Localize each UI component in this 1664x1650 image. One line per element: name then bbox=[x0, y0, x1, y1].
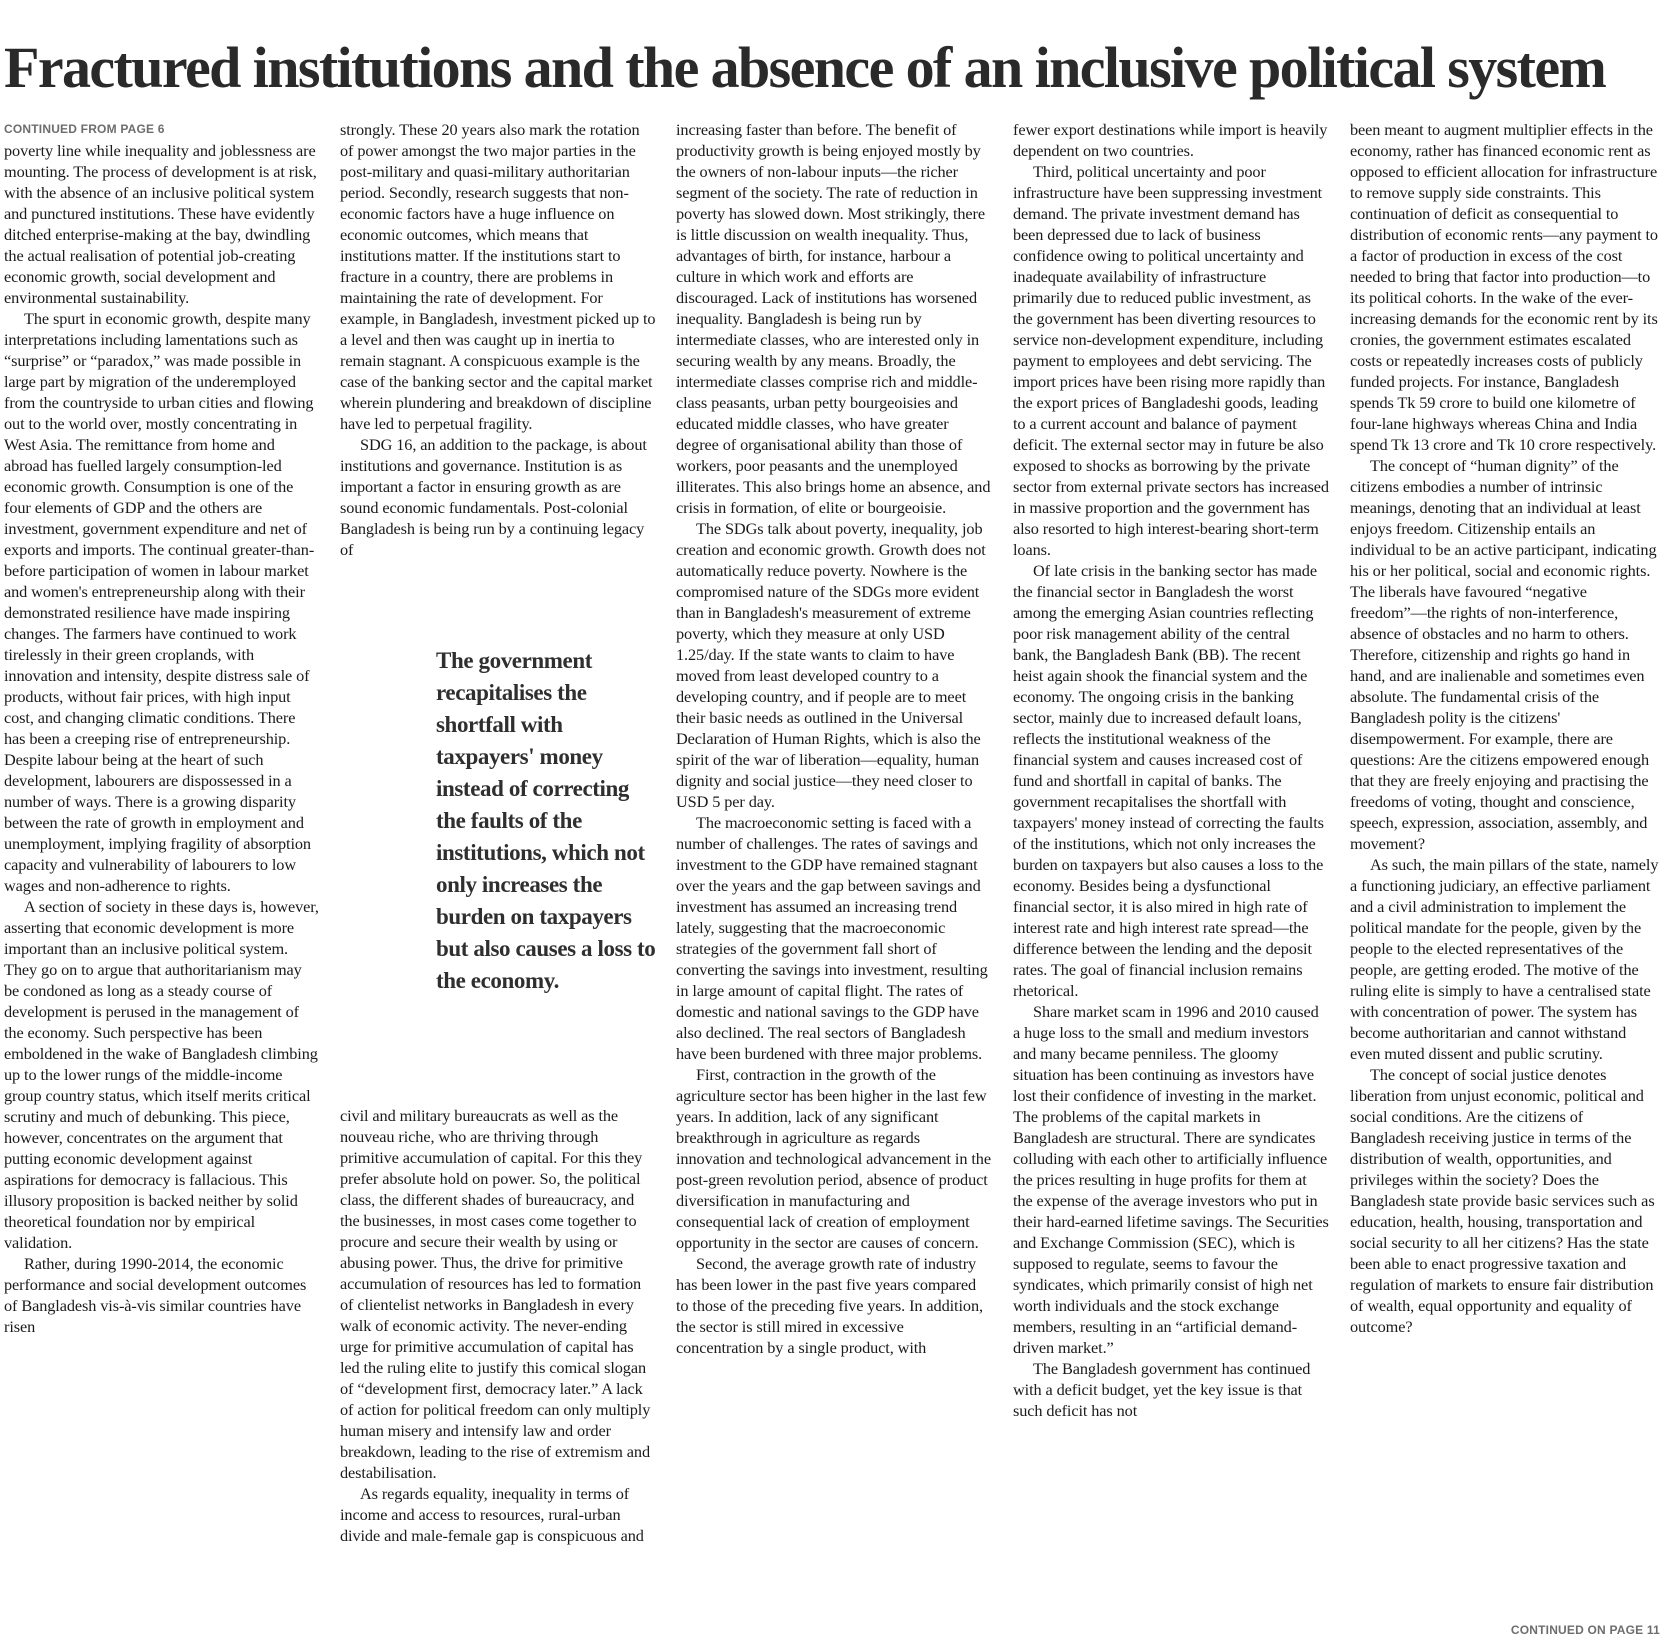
column-2-top bbox=[340, 119, 656, 560]
column-4 bbox=[1013, 119, 1329, 1421]
paragraph: The macroeconomic setting is faced with a number of challenges. The rates of savings and investment to the GDP have remained stagnant over the years and the gap between savings and investment has assumed an increasing trend lately, suggesting that the macroeconomic strategies of the government fall short of converting the savings into investment, resulting in large amount of capital flight. The rates of domestic and national savings to the GDP have also declined. The real sectors of Bangladesh have been burdened with three major problems. bbox=[676, 813, 988, 1063]
paragraph: The concept of social justice denotes liberation from unjust economic, political and social conditions. Are the citizens of Bangladesh receiving justice in terms of the distribution of wealth, opportunities, and privileges within the society? Does the Bangladesh state provide basic services such as education, health, housing, transportation and social security to all her citizens? Has the state been able to enact progressive taxation and regulation of markets to ensure fair distribution of wealth, equal opportunity and equality of outcome? bbox=[1350, 1065, 1655, 1336]
paragraph: strongly. These 20 years also mark the rotation of power amongst the two major parties in the post-military and quasi-military authoritarian period. Secondly, research suggests that non-economic factors have a huge influence on economic outcomes, which means that institutions matter. If the institutions start to fracture in a country, there are problems in maintaining the rate of development. For example, in Bangladesh, investment picked up to a level and then was caught up in inertia to remain stagnant. A conspicuous example is the case of the banking sector and the capital market wherein plundering and breakdown of discipline have led to perpetual fragility. bbox=[340, 120, 656, 433]
column-2-bottom bbox=[340, 1105, 656, 1546]
paragraph: Second, the average growth rate of industry has been lower in the past five years compared to those of the preceding five years. In addition, the sector is still mired in excessive concentration by a single product, with bbox=[676, 1254, 983, 1357]
paragraph: The Bangladesh government has continued with a deficit budget, yet the key issue is that such deficit has not bbox=[1013, 1359, 1311, 1420]
paragraph: The concept of “human dignity” of the citizens embodies a number of intrinsic meanings, denoting that an individual at least enjoys freedom. Citizenship entails an individual to be an active participant, indicating his or her political, social and economic rights. The liberals have favoured “negative freedom”—the rights of non-interference, absence of obstacles and no harm to others. Therefore, citizenship and rights go hand in hand, and are inalienable and sometimes even absolute. The fundamental crisis of the Bangladesh polity is the citizens' disempowerment. For example, there are questions: Are the citizens empowered enough that they are freely enjoying and practising the freedoms of voting, thought and conscience, speech, expression, association, assembly, and movement? bbox=[1350, 456, 1657, 853]
paragraph: Of late crisis in the banking sector has made the financial sector in Bangladesh the worst among the emerging Asian countries reflecting poor risk management ability of the central bank, the Bangladesh Bank (BB). The recent heist again shook the financial system and the economy. The ongoing crisis in the banking sector, mainly due to increased default loans, reflects the institutional weakness of the financial system and causes increased cost of fund and shortfall in capital of banks. The government recapitalises the shortfall with taxpayers' money instead of correcting the faults of the institutions, which not only increases the burden on taxpayers but also causes a loss to the economy. Besides being a dysfunctional financial sector, it is also mired in high rate of interest rate and high interest rate spread—the difference between the lending and the deposit rates. The goal of financial inclusion remains rhetorical. bbox=[1013, 561, 1324, 1000]
paragraph: poverty line while inequality and joblessness are mounting. The process of development is at risk, with the absence of an inclusive political system and punctured institutions. These have evidently ditched enterprise-making at the bay, dwindling the actual realisation of potential job-creating economic growth, social development and environmental sustainability. bbox=[4, 141, 317, 307]
paragraph: SDG 16, an addition to the package, is about institutions and governance. Institution is as important a factor in ensuring growth as are sound economic fundamentals. Post-colonial Bangladesh is being run by a continuing legacy of bbox=[340, 435, 647, 559]
paragraph: Rather, during 1990-2014, the economic performance and social development outcomes of Bangladesh vis-à-vis similar countries have risen bbox=[4, 1254, 307, 1336]
paragraph: The SDGs talk about poverty, inequality, job creation and economic growth. Growth does not automatically reduce poverty. Nowhere is the compromised nature of the SDGs more evident than in Bangladesh's measurement of extreme poverty, which they measure at only USD 1.25/day. If the state wants to claim to have moved from least developed country to a developing country, and if people are to meet their basic needs as outlined in the Universal Declaration of Human Rights, which is also the spirit of the war of liberation—equality, human dignity and social justice—they need closer to USD 5 per day. bbox=[676, 519, 986, 811]
paragraph: As such, the main pillars of the state, namely a functioning judiciary, an effective parliament and a civil administration to implement the political mandate for the people, given by the people to the elected representatives of the people, are getting eroded. The motive of the ruling elite is simply to have a centralised state with concentration of power. The system has become authoritarian and cannot withstand even muted dissent and public scrutiny. bbox=[1350, 855, 1659, 1063]
paragraph: increasing faster than before. The benefit of productivity growth is being enjoyed mostly by the owners of non-labour inputs—the richer segment of the society. The rate of reduction in poverty has slowed down. Most strikingly, there is little discussion on wealth inequality. Thus, advantages of birth, for instance, harbour a culture in which work and efforts are discouraged. Lack of institutions has worsened inequality. Bangladesh is being run by intermediate classes, who are interested only in securing wealth by any means. Broadly, the intermediate classes comprise rich and middle-class peasants, urban petty bourgeoisies and educated middle classes, who have greater degree of organisational ability than those of workers, poor peasants and the unemployed illiterates. This also brings home an absence, and crisis in formation, of elite or bourgeoisie. bbox=[676, 120, 991, 517]
paragraph: As regards equality, inequality in terms of income and access to resources, rural-urban divide and male-female gap is conspicuous and bbox=[340, 1484, 644, 1545]
paragraph: Share market scam in 1996 and 2010 caused a huge loss to the small and medium investors and many became penniless. The gloomy situation has been continuing as investors have lost their confidence of investing in the market. The problems of the capital markets in Bangladesh are structural. There are syndicates colluding with each other to artificially influence the prices resulting in huge profits for them at the expense of the average investors who put in their hard-earned lifetime savings. The Securities and Exchange Commission (SEC), which is supposed to regulate, seems to favour the syndicates, which primarily consist of high net worth individuals and the stock exchange members, resulting in an “artificial demand-driven market.” bbox=[1013, 1002, 1329, 1357]
paragraph: Third, political uncertainty and poor infrastructure have been suppressing investment demand. The private investment demand has been depressed due to lack of business confidence owing to political uncertainty and inadequate availability of infrastructure primarily due to reduced public investment, as the government has been diverting resources to service non-development expenditure, including payment to employees and debt servicing. The import prices have been rising more rapidly than the export prices of Bangladeshi goods, leading to a current account and balance of payment deficit. The external sector may in future be also exposed to shocks as borrowing by the private sector from external private sectors has increased in massive proportion and the government has also resorted to high interest-bearing short-term loans. bbox=[1013, 162, 1329, 559]
column-3 bbox=[676, 119, 992, 1358]
column-5 bbox=[1350, 119, 1660, 1337]
paragraph: been meant to augment multiplier effects in the economy, rather has financed economic rent as opposed to efficient allocation for infrastructure to remove supply side constraints. This continuation of deficit as consequential to distribution of economic rents—any payment to a factor of production in excess of the cost needed to bring that factor into production—to its political cohorts. In the wake of the ever-increasing demands for the economic rent by its cronies, the government estimates escalated costs or repeatedly increases costs of publicly funded projects. For instance, Bangladesh spends Tk 59 crore to build one kilometre of four-lane highways whereas China and India spend Tk 13 crore and Tk 10 crore respectively. bbox=[1350, 120, 1658, 454]
headline: Fractured institutions and the absence of an inclusive political system bbox=[4, 35, 1606, 100]
paragraph: civil and military bureaucrats as well as the nouveau riche, who are thriving through primitive accumulation of capital. For this they prefer absolute hold on power. So, the political class, the different shades of bureaucracy, and the businesses, in most cases come together to procure and secure their wealth by using or abusing power. Thus, the drive for primitive accumulation of resources has led to formation of clientelist networks in Bangladesh in every walk of economic activity. The never-ending urge for primitive accumulation of capital has led the ruling elite to justify this comical slogan of “development first, democracy later.” A lack of action for political freedom can only multiply human misery and intensify law and order breakdown, leading to the rise of extremism and destabilisation. bbox=[340, 1106, 651, 1482]
paragraph: First, contraction in the growth of the agriculture sector has been higher in the last few years. In addition, lack of any significant breakthrough in agriculture as regards innovation and technological advancement in the post-green revolution period, absence of product diversification in manufacturing and consequential lack of creation of employment opportunity in the sector are causes of concern. bbox=[676, 1065, 991, 1252]
continued-on-label: CONTINUED ON PAGE 11 bbox=[1510, 1623, 1660, 1637]
paragraph: fewer export destinations while import is heavily dependent on two countries. bbox=[1013, 120, 1328, 160]
continued-from-label: CONTINUED FROM PAGE 6 bbox=[4, 122, 165, 136]
paragraph: A section of society in these days is, however, asserting that economic development is more important than an inclusive political system. They go on to argue that authoritarianism may be condoned as long as a steady course of development is perused in the management of the economy. Such perspective has been emboldened in the wake of Bangladesh climbing up to the lower rungs of the middle-income group country status, which itself merits critical scrutiny and much of debunking. This piece, however, concentrates on the argument that putting economic development against aspirations for democracy is fallacious. This illusory proposition is backed neither by solid theoretical foundation nor by empirical validation. bbox=[4, 897, 319, 1252]
paragraph: The spurt in economic growth, despite many interpretations including lamentations such as “surprise” or “paradox,” was made possible in large part by migration of the underemployed from the countryside to urban cities and flowing out to the world over, mostly concentrating in West Asia. The remittance from home and abroad has fuelled largely consumption-led economic growth. Consumption is one of the four elements of GDP and the others are investment, government expenditure and net of exports and imports. The continual greater-than-before participation of women in labour market and women's entrepreneurship along with their demonstrated resilience have made inspiring changes. The farmers have continued to work tirelessly in their green croplands, with innovation and intensity, despite distress sale of products, without fair prices, with high input cost, and changing climatic conditions. There has been a creeping rise of entrepreneurship. Despite labour being at the heart of such development, labourers are dispossessed in a number of ways. There is a growing disparity between the rate of growth in employment and unemployment, implying fragility of absorption capacity and vulnerability of labourers to low wages and non-adherence to rights. bbox=[4, 309, 315, 895]
pull-quote: The government recapitalises the shortfall with taxpayers' money instead of correcting the faults of the institutions, which not only increases the burden on taxpayers but also causes a loss to the economy. bbox=[436, 648, 656, 993]
column-1 bbox=[4, 119, 320, 1337]
